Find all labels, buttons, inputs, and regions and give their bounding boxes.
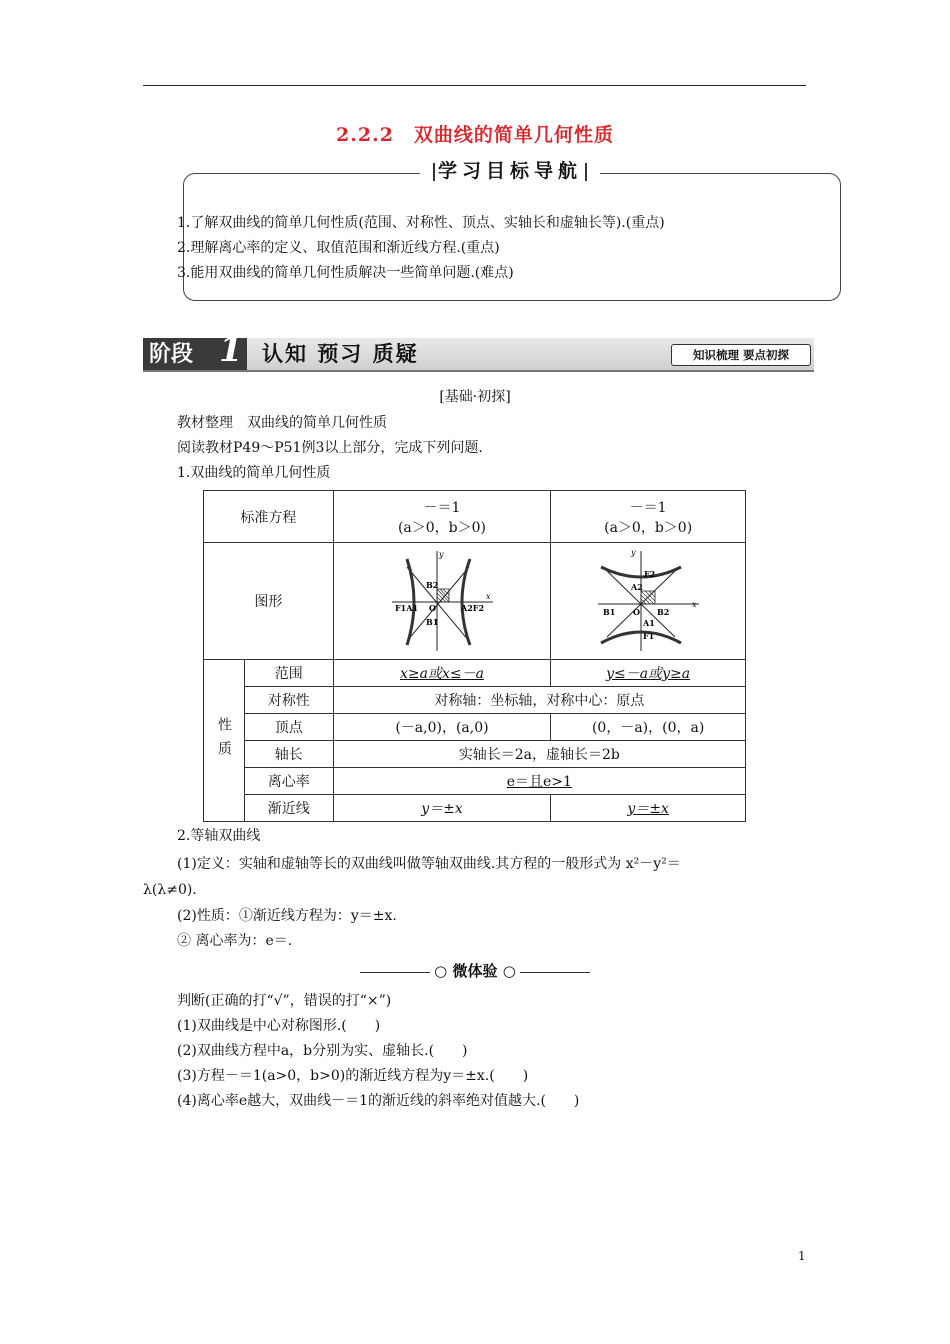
- vertical-hyperbola-figure: [593, 547, 703, 655]
- practice-heading: ○ 微体验 ○: [0, 960, 950, 981]
- row-label: 范围: [244, 660, 333, 687]
- stage-tag: 知识梳理 要点初探: [671, 344, 811, 366]
- svg-text:B2: B2: [425, 580, 439, 590]
- section-title: 2.2.2 双曲线的简单几何性质: [336, 124, 614, 146]
- svg-text:O: O: [633, 607, 641, 617]
- figure-cell: [333, 543, 551, 660]
- svg-text:y: y: [631, 548, 636, 557]
- asymptote-cell: y＝±x: [333, 795, 551, 822]
- practice-item: (1)双曲线是中心对称图形.( ): [177, 1018, 381, 1034]
- svg-text:A1: A1: [643, 618, 655, 628]
- header-rule: [143, 85, 806, 86]
- axis-length-cell: 实轴长＝2a，虚轴长＝2b: [333, 741, 745, 768]
- svg-text:F1: F1: [643, 631, 655, 641]
- horizontal-hyperbola-figure: [387, 547, 497, 655]
- equation-cell: －＝1 (a＞0，b＞0): [551, 491, 746, 543]
- asymptote-cell: y＝±x: [551, 795, 746, 822]
- practice-intro: 判断(正确的打“√”，错误的打“×”): [177, 993, 392, 1009]
- practice-item: (3)方程－＝1(a>0，b>0)的渐近线方程为y＝±x.( ): [177, 1068, 529, 1084]
- svg-text:A2: A2: [631, 582, 643, 592]
- goal-item: 3.能用双曲线的简单几何性质解决一些简单问题.(难点): [177, 265, 514, 281]
- svg-text:F2: F2: [644, 569, 656, 579]
- practice-item: (2)双曲线方程中a，b分别为实、虚轴长.( ): [177, 1043, 468, 1059]
- row-label: 对称性: [244, 687, 333, 714]
- row-label: 顶点: [244, 714, 333, 741]
- range-cell: x≥a或x≤－a: [333, 660, 551, 687]
- text-line: (1)定义：实轴和虚轴等长的双曲线叫做等轴双曲线.其方程的一般形式为 x²－y²＝: [177, 856, 681, 872]
- learning-goals-heading: 学习目标导航: [420, 154, 600, 188]
- svg-text:B1: B1: [425, 617, 439, 627]
- vertex-cell: (0，－a)，(0，a): [551, 714, 746, 741]
- row-label: 渐近线: [244, 795, 333, 822]
- svg-text:x: x: [692, 600, 697, 609]
- page-number: 1: [798, 1249, 806, 1263]
- subsection-title: 1.双曲线的简单几何性质: [177, 465, 331, 481]
- properties-table: [203, 490, 746, 822]
- vertex-cell: (－a,0)，(a,0): [333, 714, 551, 741]
- equation-cell: －＝1 (a＞0，b＞0): [333, 491, 551, 543]
- symmetry-cell: 对称轴：坐标轴，对称中心：原点: [333, 687, 745, 714]
- text-line: ② 离心率为：e＝.: [177, 933, 293, 949]
- figure-label: 图形: [204, 543, 334, 660]
- table-header-label: 标准方程: [204, 491, 334, 543]
- stage-badge: 阶段 1: [143, 338, 247, 370]
- figure-cell: [551, 543, 746, 660]
- property-label: 性质: [204, 660, 245, 822]
- subsection-title: 2.等轴双曲线: [177, 828, 261, 844]
- row-label: 离心率: [244, 768, 333, 795]
- svg-text:B1: B1: [603, 607, 616, 617]
- y-axis-label: y: [438, 550, 444, 559]
- row-label: 轴长: [244, 741, 333, 768]
- goal-item: 1.了解双曲线的简单几何性质(范围、对称性、顶点、实轴长和虚轴长等).(重点): [177, 215, 665, 231]
- x-axis-label: x: [485, 592, 491, 601]
- svg-text:O: O: [428, 603, 436, 613]
- section-tag: [基础·初探]: [439, 389, 511, 405]
- goal-item: 2.理解离心率的定义、取值范围和渐近线方程.(重点): [177, 240, 500, 256]
- eccentricity-cell: e＝且e>1: [333, 768, 745, 795]
- svg-text:A2F2: A2F2: [460, 603, 484, 613]
- text-line: 教材整理 双曲线的简单几何性质: [177, 415, 387, 431]
- practice-item: (4)离心率e越大，双曲线－＝1的渐近线的斜率绝对值越大.( ): [177, 1093, 580, 1109]
- svg-text:F1A1: F1A1: [394, 603, 418, 613]
- svg-text:B2: B2: [657, 607, 670, 617]
- text-line: (2)性质：①渐近线方程为：y＝±x.: [177, 908, 397, 924]
- text-line: λ(λ≠0).: [143, 882, 197, 898]
- text-line: 阅读教材P49～P51例3以上部分，完成下列问题.: [177, 440, 483, 456]
- stage-title: 认知 预习 质疑: [262, 341, 419, 366]
- range-cell: y≤－a或y≥a: [551, 660, 746, 687]
